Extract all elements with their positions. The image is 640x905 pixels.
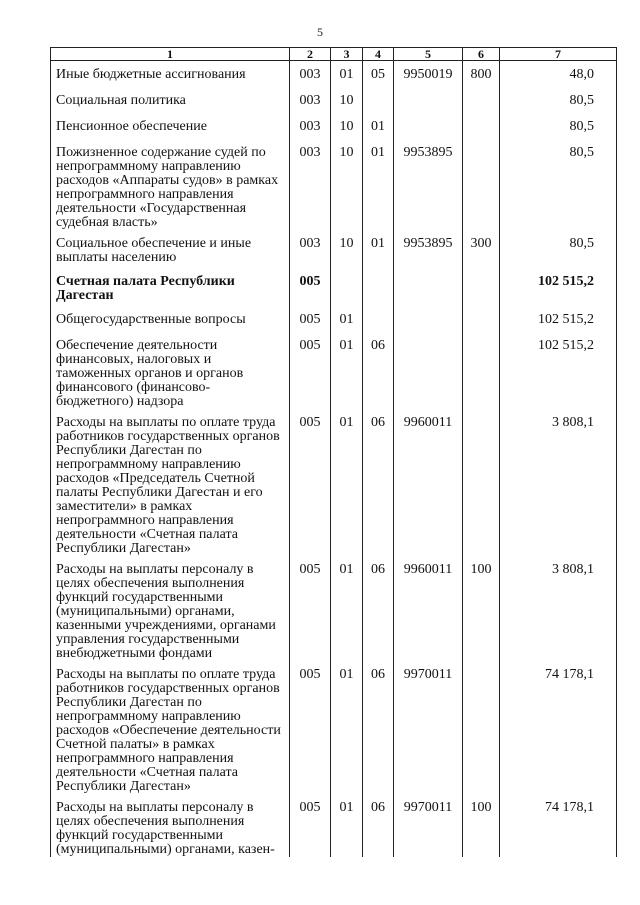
amount-cell: 3 808,1 [500,409,617,556]
amount-cell: 80,5 [500,230,617,268]
table-row [51,61,617,88]
row-name-cell: Общегосударственные вопросы [51,306,290,332]
column-header: 2 [290,48,331,61]
admin-code-cell: 005 [290,661,331,794]
budget-table [50,47,617,857]
amount-cell: 102 515,2 [500,306,617,332]
column-header: 6 [463,48,500,61]
table-row [51,661,617,794]
row-name-cell: Социальная политика [51,87,290,113]
expense-type-cell [463,268,500,306]
row-name-cell: Счетная палата Республики Дагестан [51,268,290,306]
subsection-code-cell: 01 [363,230,394,268]
table-row [51,268,617,306]
column-header: 1 [51,48,290,61]
column-header: 3 [331,48,363,61]
row-name-cell: Расходы на выплаты персоналу в целях обеспечения выполнения функций государственными (муниципальными) органами, казенными учреждениями, органами управления государственными внебюджетными фондами [51,556,290,661]
row-name-cell: Расходы на выплаты по оплате труда работников государственных органов Республики Дагестан по непрограммному направлению расходов «Обеспечение деятельности Счетной палаты» в рамках непрограммного направления деятельности «Счетная палата Республики Дагестан» [51,661,290,794]
expense-type-cell [463,332,500,409]
expense-type-cell: 300 [463,230,500,268]
table-row [51,139,617,230]
admin-code-cell: 005 [290,794,331,857]
expense-type-cell [463,139,500,230]
admin-code-cell: 003 [290,139,331,230]
row-name-cell: Расходы на выплаты по оплате труда работников государственных органов Республики Дагестан по непрограммному направлению расходов «Председатель Счетной палаты Республики Дагестан и его заместители» в рамках непрограммного направления деятельности «Счетная палата Республики Дагестан» [51,409,290,556]
admin-code-cell: 005 [290,268,331,306]
section-code-cell: 01 [331,661,363,794]
table-row [51,113,617,139]
subsection-code-cell: 06 [363,332,394,409]
admin-code-cell: 003 [290,61,331,88]
row-name-cell: Обеспечение деятельности финансовых, налоговых и таможенных органов и органов финансового (финансово-бюджетного) надзора [51,332,290,409]
expense-type-cell [463,113,500,139]
subsection-code-cell: 06 [363,661,394,794]
subsection-code-cell: 01 [363,113,394,139]
subsection-code-cell: 01 [363,139,394,230]
row-name-cell: Социальное обеспечение и иные выплаты населению [51,230,290,268]
target-article-cell [394,268,463,306]
amount-cell: 74 178,1 [500,661,617,794]
subsection-code-cell: 06 [363,794,394,857]
target-article-cell [394,113,463,139]
amount-cell: 74 178,1 [500,794,617,857]
subsection-code-cell [363,87,394,113]
table-row [51,794,617,857]
subsection-code-cell: 06 [363,556,394,661]
section-code-cell: 10 [331,87,363,113]
page-number: 5 [317,25,323,39]
table-row [51,87,617,113]
column-header: 5 [394,48,463,61]
target-article-cell: 9950019 [394,61,463,88]
expense-type-cell: 100 [463,794,500,857]
section-code-cell: 10 [331,113,363,139]
expense-type-cell: 100 [463,556,500,661]
admin-code-cell: 005 [290,409,331,556]
target-article-cell: 9960011 [394,556,463,661]
admin-code-cell: 005 [290,556,331,661]
subsection-code-cell: 06 [363,409,394,556]
row-name-cell: Иные бюджетные ассигнования [51,61,290,88]
section-code-cell: 01 [331,409,363,556]
section-code-cell: 01 [331,306,363,332]
expense-type-cell [463,661,500,794]
expense-type-cell [463,409,500,556]
table-row [51,409,617,556]
subsection-code-cell [363,306,394,332]
amount-cell: 102 515,2 [500,332,617,409]
section-code-cell: 01 [331,332,363,409]
target-article-cell [394,87,463,113]
section-code-cell: 01 [331,61,363,88]
table-row [51,230,617,268]
section-code-cell: 10 [331,139,363,230]
admin-code-cell: 003 [290,230,331,268]
target-article-cell: 9970011 [394,661,463,794]
target-article-cell [394,332,463,409]
section-code-cell: 01 [331,556,363,661]
row-name-cell: Пенсионное обеспечение [51,113,290,139]
table-row [51,556,617,661]
target-article-cell [394,306,463,332]
table-row [51,332,617,409]
row-name-cell: Расходы на выплаты персоналу в целях обеспечения выполнения функций государственными (муниципальными) органами, казен- [51,794,290,857]
section-code-cell: 01 [331,794,363,857]
target-article-cell: 9953895 [394,230,463,268]
amount-cell: 48,0 [500,61,617,88]
table-row [51,306,617,332]
subsection-code-cell: 05 [363,61,394,88]
amount-cell: 80,5 [500,87,617,113]
expense-type-cell: 800 [463,61,500,88]
amount-cell: 3 808,1 [500,556,617,661]
section-code-cell [331,268,363,306]
target-article-cell: 9953895 [394,139,463,230]
target-article-cell: 9960011 [394,409,463,556]
expense-type-cell [463,87,500,113]
subsection-code-cell [363,268,394,306]
amount-cell: 80,5 [500,113,617,139]
amount-cell: 102 515,2 [500,268,617,306]
table-header-row [51,48,617,61]
target-article-cell: 9970011 [394,794,463,857]
admin-code-cell: 005 [290,306,331,332]
amount-cell: 80,5 [500,139,617,230]
column-header: 7 [500,48,617,61]
admin-code-cell: 005 [290,332,331,409]
column-header: 4 [363,48,394,61]
expense-type-cell [463,306,500,332]
row-name-cell: Пожизненное содержание судей по непрограммному направлению расходов «Аппараты судов» в рамках непрограммного направления деятельности «Государственная судебная власть» [51,139,290,230]
admin-code-cell: 003 [290,113,331,139]
admin-code-cell: 003 [290,87,331,113]
section-code-cell: 10 [331,230,363,268]
